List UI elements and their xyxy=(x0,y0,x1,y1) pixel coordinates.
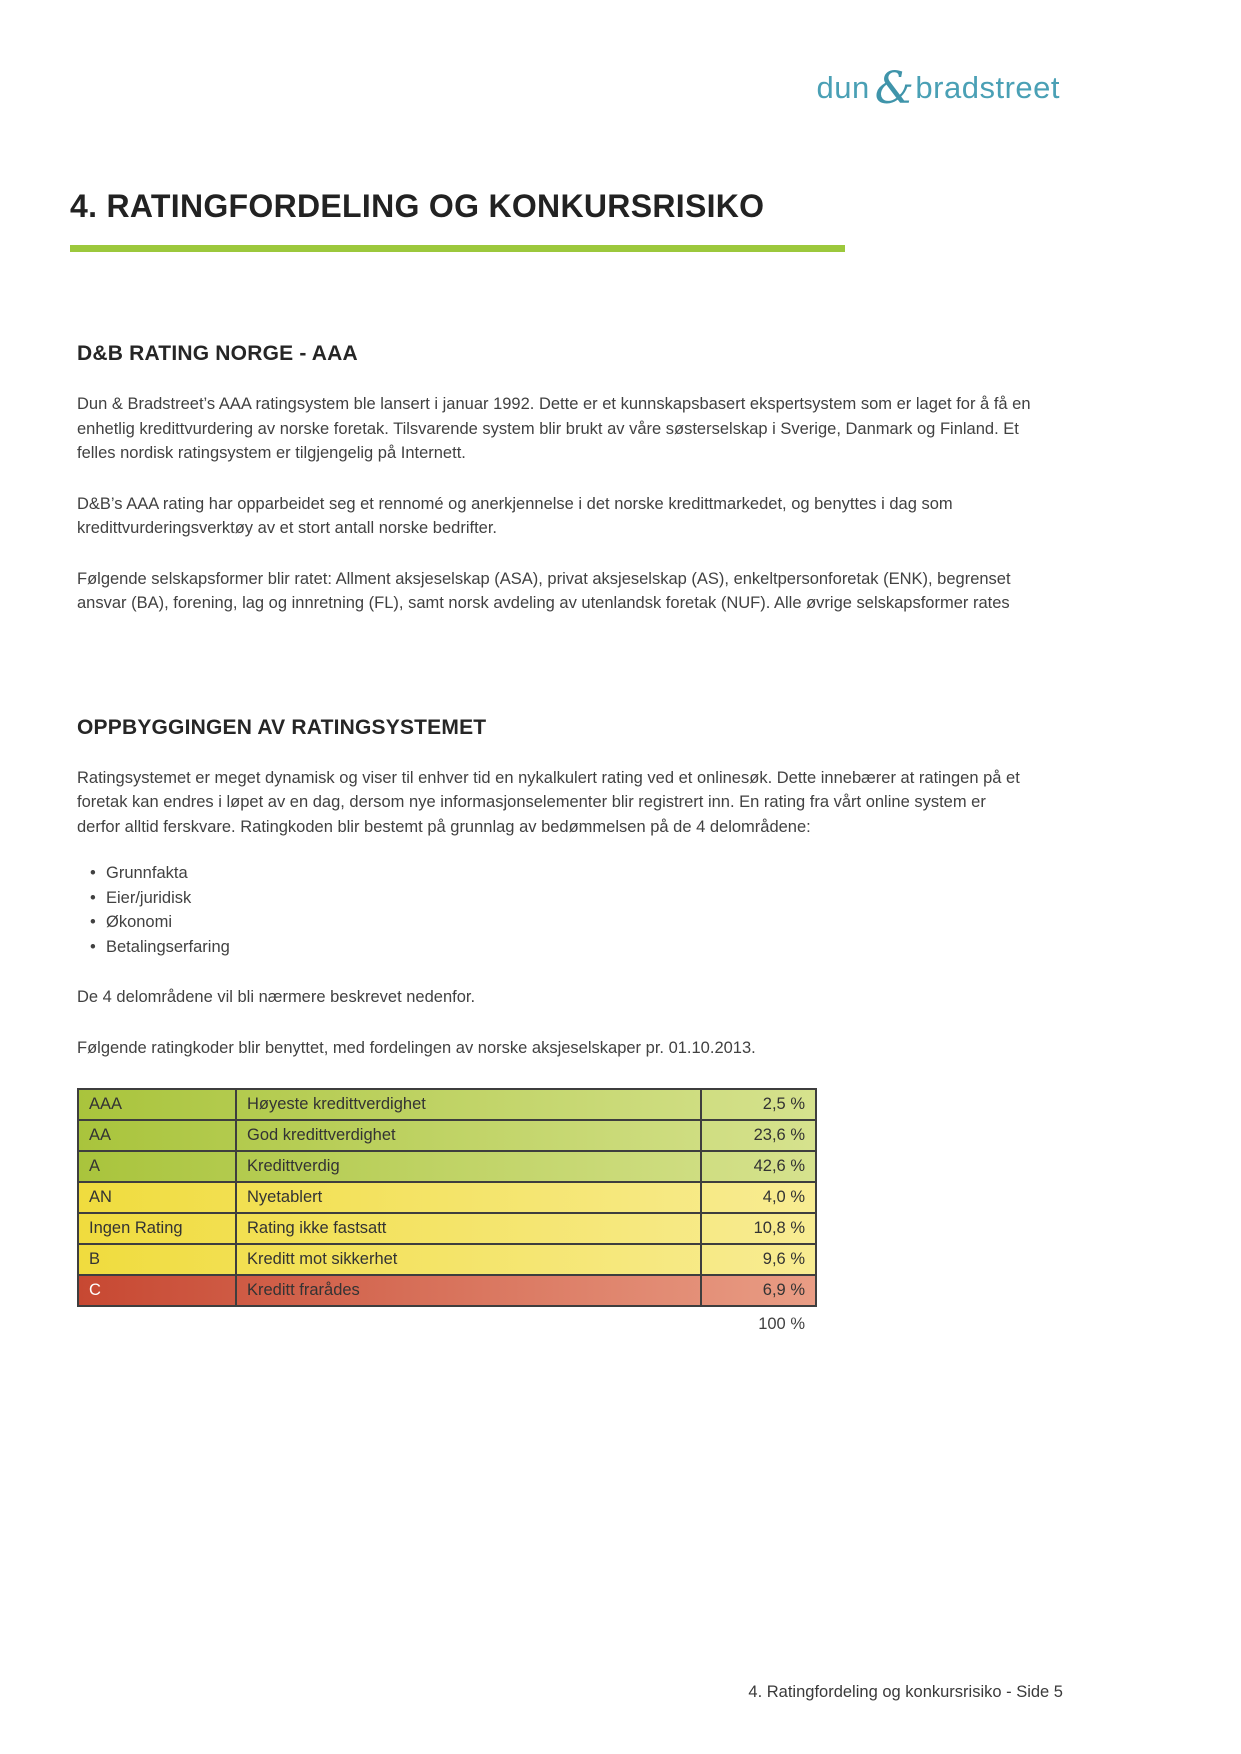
bullet-item: • Eier/juridisk xyxy=(90,886,1171,911)
header xyxy=(0,63,1241,114)
rating-percent-cell: 9,6 % xyxy=(701,1244,816,1275)
rating-percent-cell: 23,6 % xyxy=(701,1120,816,1151)
table-row xyxy=(78,1120,816,1151)
bullet-list xyxy=(90,861,1171,959)
dun-bradstreet-logo: dun & bradstreet xyxy=(816,63,1060,114)
table-row xyxy=(78,1151,816,1182)
page-footer: 4. Ratingfordeling og konkursrisiko - Side 5 xyxy=(748,1683,1063,1701)
rating-table xyxy=(77,1088,817,1307)
paragraph: D&B’s AAA rating har opparbeidet seg et rennomé og anerkjennelse i det norske kredittmarkedet, og benyttes i dag som kredittvurderingsverktøy av et stort antall norske bedrifter. xyxy=(77,494,953,537)
rating-code-cell: AAA xyxy=(78,1089,236,1120)
rating-description-cell: Nyetablert xyxy=(236,1182,701,1213)
rating-code-cell: A xyxy=(78,1151,236,1182)
rating-percent-cell: 6,9 % xyxy=(701,1275,816,1306)
section-rating-norge xyxy=(0,342,1241,616)
rating-percent-cell: 10,8 % xyxy=(701,1213,816,1244)
table-row xyxy=(78,1275,816,1306)
bullet-item: • Økonomi xyxy=(90,910,1171,935)
rating-code-cell: AA xyxy=(78,1120,236,1151)
paragraph: De 4 delområdene vil bli nærmere beskrevet nedenfor. xyxy=(77,988,476,1006)
rating-percent-cell: 4,0 % xyxy=(701,1182,816,1213)
paragraph: Dun & Bradstreet’s AAA ratingsystem ble lansert i januar 1992. Dette er et kunnskapsbasert ekspertsystem som er laget for å få en enhetlig kredittvurdering av norske foretak. Tilsvarende system blir brukt av våre søsterselskap i Sverige, Danmark og Finland. Et felles nordisk ratingsystem er tilgjengelig på Internett. xyxy=(77,395,1031,462)
paragraph: Ratingsystemet er meget dynamisk og viser til enhver tid en nykalkulert rating ved et onlinesøk. Dette innebærer at ratingen på et foretak kan endres i løpet av en dag, dersom nye informasjonselementer blir registrert inn. En rating fra vårt online system er derfor alltid ferskvare. Ratingkoden blir bestemt på grunnlag av bedømmelsen på de 4 delområdene: xyxy=(77,768,1020,836)
rating-description-cell: Rating ikke fastsatt xyxy=(236,1213,701,1244)
rating-description-cell: God kredittverdighet xyxy=(236,1120,701,1151)
rating-code-cell: AN xyxy=(78,1182,236,1213)
rating-description-cell: Høyeste kredittverdighet xyxy=(236,1089,701,1120)
rating-code-cell: C xyxy=(78,1275,236,1306)
table-row xyxy=(78,1089,816,1120)
title-underline xyxy=(70,245,845,252)
paragraph: Følgende ratingkoder blir benyttet, med fordelingen av norske aksjeselskaper pr. 01.10.2013. xyxy=(77,1038,756,1057)
logo-bradstreet-text: bradstreet xyxy=(915,70,1060,105)
rating-code-cell: Ingen Rating xyxy=(78,1213,236,1244)
rating-description-cell: Kreditt mot sikkerhet xyxy=(236,1244,701,1275)
rating-description-cell: Kredittverdig xyxy=(236,1151,701,1182)
rating-description-cell: Kreditt frarådes xyxy=(236,1275,701,1306)
rating-percent-cell: 42,6 % xyxy=(701,1151,816,1182)
paragraph: Følgende selskapsformer blir ratet: Allment aksjeselskap (ASA), privat aksjeselskap (AS), enkeltpersonforetak (ENK), begrenset ansvar (BA), forening, lag og innretning (FL), samt norsk avdeling av utenlandsk foretak (NUF). Alle øvrige selskapsformer rates xyxy=(77,569,1011,612)
table-row xyxy=(78,1244,816,1275)
table-row xyxy=(78,1213,816,1244)
bullet-item: • Betalingserfaring xyxy=(90,935,1171,960)
section-heading-oppbyggingen: OPPBYGGINGEN AV RATINGSYSTEMET xyxy=(77,715,487,739)
table-row xyxy=(78,1182,816,1213)
logo-dun-text: dun xyxy=(816,70,870,105)
table-total: 100 % xyxy=(758,1315,805,1333)
section-heading-rating-norge: D&B RATING NORGE - AAA xyxy=(77,342,358,365)
rating-percent-cell: 2,5 % xyxy=(701,1089,816,1120)
bullet-item: • Grunnfakta xyxy=(90,861,1171,886)
page-title: 4. RATINGFORDELING OG KONKURSRISIKO xyxy=(70,188,765,224)
rating-code-cell: B xyxy=(78,1244,236,1275)
section-oppbyggingen xyxy=(0,716,1241,1061)
